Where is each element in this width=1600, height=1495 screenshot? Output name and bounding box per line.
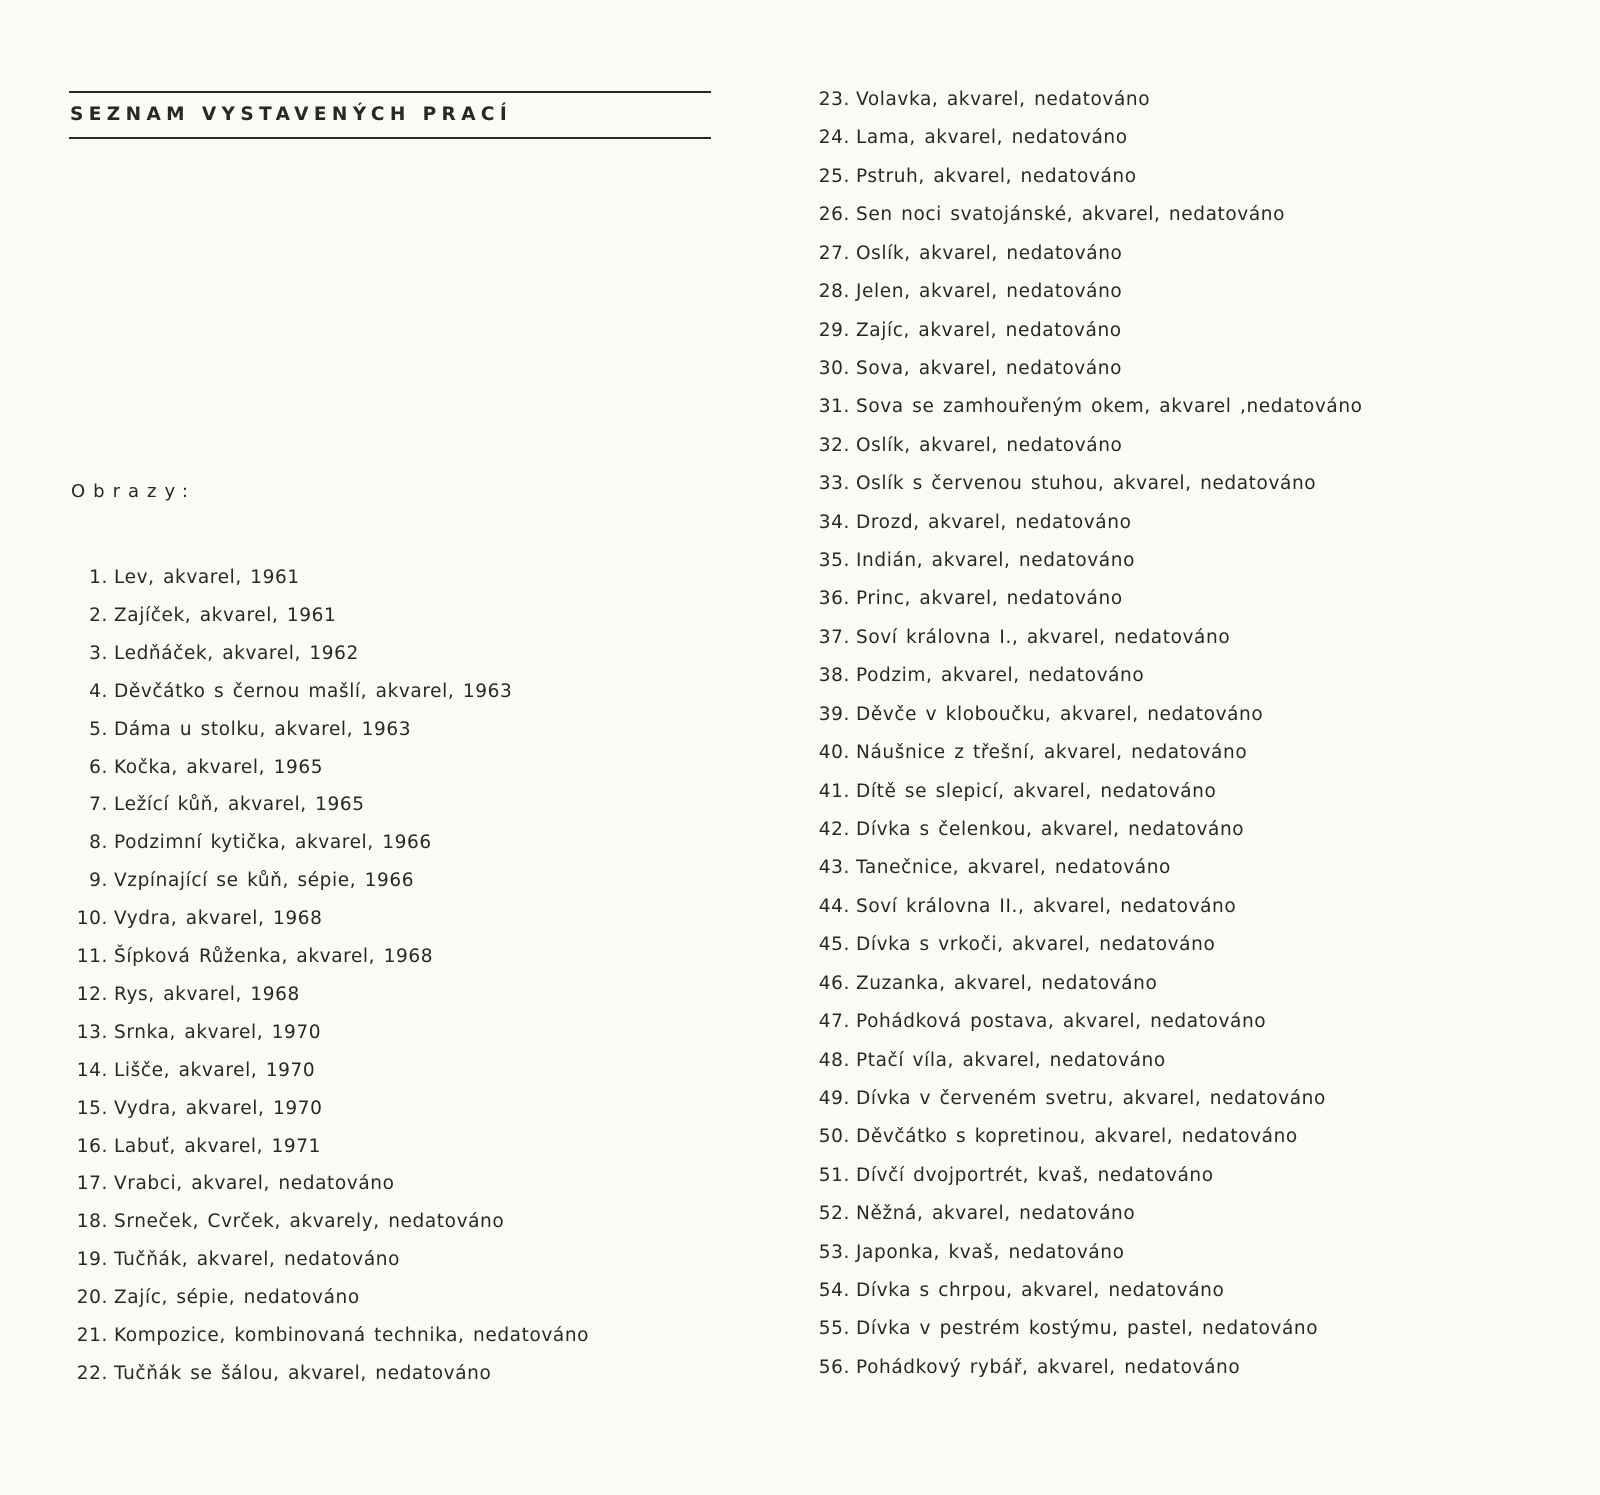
work-description: Princ, akvarel, nedatováno: [856, 588, 1123, 610]
work-number: 18.: [76, 1211, 108, 1233]
work-number: 28.: [818, 281, 850, 303]
work-number: 47.: [818, 1011, 850, 1033]
work-number: 13.: [76, 1021, 108, 1043]
work-description: Oslík, akvarel, nedatováno: [856, 434, 1123, 456]
work-description: Děvčátko s kopretinou, akvarel, nedatováno: [856, 1126, 1298, 1148]
work-description: Lev, akvarel, 1961: [114, 567, 300, 588]
work-number: 20.: [76, 1287, 108, 1309]
work-description: Vzpínající se kůň, sépie, 1966: [114, 870, 415, 892]
work-number: 26.: [818, 204, 850, 226]
work-description: Podzimní kytička, akvarel, 1966: [114, 832, 432, 854]
work-description: Děvče v kloboučku, akvarel, nedatováno: [856, 703, 1264, 725]
work-list-item: [812, 895, 1236, 919]
work-description: Vrabci, akvarel, nedatováno: [114, 1173, 395, 1195]
work-description: Náušnice z třešní, akvarel, nedatováno: [856, 742, 1248, 764]
work-description: Zajíc, sépie, nedatováno: [114, 1287, 360, 1309]
work-number: 9.: [89, 870, 108, 892]
work-list-item: [812, 703, 1263, 727]
work-description: Labuť, akvarel, 1971: [114, 1135, 322, 1157]
work-description: Tučňák se šálou, akvarel, nedatováno: [114, 1362, 492, 1384]
work-list-item: [812, 626, 1230, 650]
work-description: Japonka, kvaš, nedatováno: [856, 1241, 1125, 1263]
work-number: 29.: [818, 319, 850, 341]
work-list-item: [70, 1172, 395, 1196]
work-list-item: [812, 203, 1285, 227]
work-description: Dívka v pestrém kostýmu, pastel, nedatováno: [856, 1318, 1319, 1340]
work-list-item: [812, 780, 1216, 804]
work-number: 36.: [818, 588, 850, 610]
work-number: 53.: [818, 1241, 850, 1263]
work-list-item: [812, 165, 1137, 189]
work-number: 55.: [818, 1318, 850, 1340]
work-list-item: [812, 395, 1363, 419]
work-list-item: [812, 319, 1122, 343]
work-number: 16.: [76, 1135, 108, 1157]
work-number: 38.: [818, 665, 850, 687]
page-title: SEZNAM VYSTAVENÝCH PRACÍ: [70, 104, 513, 125]
title-top-rule: [69, 91, 711, 93]
work-number: 14.: [76, 1059, 108, 1081]
work-description: Podzim, akvarel, nedatováno: [856, 665, 1145, 687]
work-number: 17.: [76, 1173, 108, 1195]
work-description: Tanečnice, akvarel, nedatováno: [856, 857, 1171, 879]
work-list-item: [812, 1087, 1326, 1111]
work-number: 30.: [818, 357, 850, 379]
work-list-item: [70, 1097, 322, 1121]
work-number: 25.: [818, 165, 850, 187]
work-number: 2.: [89, 604, 108, 626]
work-list-item: [812, 1164, 1214, 1188]
work-number: 12.: [76, 983, 108, 1005]
work-list-item: [812, 1317, 1318, 1341]
work-list-item: [70, 718, 411, 742]
work-description: Pstruh, akvarel, nedatováno: [856, 165, 1137, 187]
work-number: 23.: [818, 89, 850, 110]
work-number: 40.: [818, 742, 850, 764]
work-number: 45.: [818, 934, 850, 956]
work-list-item: [812, 1049, 1166, 1073]
work-list-item: [812, 242, 1122, 266]
work-list-item: [70, 1324, 589, 1348]
work-number: 27.: [818, 242, 850, 264]
work-number: 49.: [818, 1087, 850, 1109]
work-description: Ptačí víla, akvarel, nedatováno: [856, 1049, 1166, 1071]
work-list-item: [812, 357, 1122, 381]
work-number: 39.: [818, 703, 850, 725]
work-description: Něžná, akvarel, nedatováno: [856, 1203, 1136, 1225]
work-description: Tučňák, akvarel, nedatováno: [114, 1249, 401, 1271]
work-list-item: [70, 1286, 360, 1310]
work-number: 24.: [818, 127, 850, 149]
work-list-item: [70, 642, 359, 666]
work-list-item: [812, 1241, 1125, 1265]
work-description: Sova se zamhouřeným okem, akvarel ,nedatováno: [856, 396, 1363, 418]
work-description: Oslík, akvarel, nedatováno: [856, 242, 1123, 264]
work-description: Sova, akvarel, nedatováno: [856, 357, 1123, 379]
work-list-item: [812, 1010, 1266, 1034]
work-list-item: [70, 566, 300, 590]
work-number: 43.: [818, 857, 850, 879]
work-description: Pohádkový rybář, akvarel, nedatováno: [856, 1356, 1241, 1378]
work-list-item: [812, 818, 1244, 842]
title-bottom-rule: [69, 137, 711, 139]
work-description: Pohádková postava, akvarel, nedatováno: [856, 1011, 1267, 1033]
work-list-item: [70, 1210, 504, 1234]
work-list-item: [812, 126, 1128, 150]
work-number: 4.: [89, 680, 108, 702]
work-number: 10.: [76, 908, 108, 930]
work-number: 8.: [89, 832, 108, 854]
work-list-item: [812, 88, 1150, 112]
work-number: 33.: [818, 473, 850, 495]
work-number: 32.: [818, 434, 850, 456]
work-list-item: [812, 1125, 1298, 1149]
work-list-item: [70, 1362, 491, 1386]
work-number: 3.: [89, 642, 108, 664]
work-number: 19.: [76, 1249, 108, 1271]
work-number: 6.: [89, 756, 108, 778]
work-number: 51.: [818, 1164, 850, 1186]
work-list-item: [812, 1202, 1135, 1226]
work-description: Kočka, akvarel, 1965: [114, 756, 324, 778]
work-list-item: [70, 1021, 321, 1045]
work-list-item: [70, 907, 322, 931]
work-description: Dáma u stolku, akvarel, 1963: [114, 718, 412, 740]
work-list-item: [70, 945, 433, 969]
work-description: Indián, akvarel, nedatováno: [856, 550, 1135, 572]
work-number: 54.: [818, 1280, 850, 1302]
work-number: 52.: [818, 1203, 850, 1225]
work-number: 21.: [76, 1325, 108, 1346]
work-description: Sen noci svatojánské, akvarel, nedatováno: [856, 204, 1286, 226]
work-number: 31.: [818, 396, 850, 418]
work-number: 50.: [818, 1126, 850, 1148]
work-list-item: [70, 1248, 400, 1272]
work-description: Dívka v červeném svetru, akvarel, nedatováno: [856, 1087, 1326, 1109]
work-description: Lama, akvarel, nedatováno: [856, 127, 1128, 149]
work-number: 1.: [89, 567, 108, 588]
work-description: Zuzanka, akvarel, nedatováno: [856, 972, 1158, 994]
work-number: 35.: [818, 550, 850, 572]
work-list-item: [812, 972, 1157, 996]
work-description: Děvčátko s černou mašlí, akvarel, 1963: [114, 680, 513, 702]
work-description: Dívka s čelenkou, akvarel, nedatováno: [856, 818, 1245, 840]
work-list-item: [812, 933, 1215, 957]
work-description: Rys, akvarel, 1968: [114, 983, 300, 1005]
work-list-item: [812, 856, 1171, 880]
work-list-item: [70, 983, 300, 1007]
work-number: 42.: [818, 818, 850, 840]
work-description: Soví královna I., akvarel, nedatováno: [856, 626, 1231, 648]
work-description: Oslík s červenou stuhou, akvarel, nedatováno: [856, 473, 1317, 495]
work-description: Dívčí dvojportrét, kvaš, nedatováno: [856, 1164, 1214, 1186]
work-description: Šípková Růženka, akvarel, 1968: [114, 946, 434, 967]
work-description: Srneček, Cvrček, akvarely, nedatováno: [114, 1211, 505, 1233]
work-description: Dívka s chrpou, akvarel, nedatováno: [856, 1280, 1225, 1302]
work-description: Ležící kůň, akvarel, 1965: [114, 794, 365, 816]
work-number: 41.: [818, 780, 850, 802]
work-description: Lišče, akvarel, 1970: [114, 1059, 316, 1081]
work-list-item: [812, 587, 1123, 611]
work-list-item: [70, 1059, 315, 1083]
section-heading-paintings: Obrazy:: [71, 481, 196, 502]
work-number: 7.: [89, 794, 108, 816]
work-description: Vydra, akvarel, 1968: [114, 908, 323, 930]
work-list-item: [812, 434, 1122, 458]
work-description: Volavka, akvarel, nedatováno: [856, 89, 1151, 110]
work-list-item: [70, 793, 365, 817]
work-number: 48.: [818, 1049, 850, 1071]
work-number: 46.: [818, 972, 850, 994]
work-description: Vydra, akvarel, 1970: [114, 1097, 323, 1119]
work-list-item: [70, 831, 432, 855]
work-number: 44.: [818, 895, 850, 917]
work-list-item: [812, 280, 1122, 304]
work-list-item: [812, 511, 1131, 535]
work-number: 22.: [76, 1362, 108, 1384]
work-list-item: [812, 472, 1316, 496]
work-description: Jelen, akvarel, nedatováno: [856, 281, 1123, 303]
work-description: Dítě se slepicí, akvarel, nedatováno: [856, 780, 1217, 802]
work-number: 11.: [76, 946, 108, 967]
work-description: Soví královna II., akvarel, nedatováno: [856, 895, 1237, 917]
work-number: 34.: [818, 511, 850, 533]
work-number: 15.: [76, 1097, 108, 1119]
work-list-item: [812, 741, 1247, 765]
work-description: Kompozice, kombinovaná technika, nedatováno: [114, 1325, 590, 1346]
work-number: 37.: [818, 626, 850, 648]
work-list-item: [70, 604, 336, 628]
work-description: Dívka s vrkoči, akvarel, nedatováno: [856, 934, 1216, 956]
work-list-item: [812, 1279, 1224, 1303]
work-list-item: [70, 1135, 321, 1159]
work-list-item: [70, 756, 323, 780]
work-description: Zajíček, akvarel, 1961: [114, 604, 337, 626]
work-description: Zajíc, akvarel, nedatováno: [856, 319, 1122, 341]
work-list-item: [70, 680, 512, 704]
work-list-item: [812, 1356, 1240, 1380]
work-list-item: [812, 549, 1135, 573]
work-description: Ledňáček, akvarel, 1962: [114, 642, 359, 664]
work-list-item: [70, 869, 414, 893]
work-description: Drozd, akvarel, nedatováno: [856, 511, 1132, 533]
work-list-item: [812, 664, 1144, 688]
work-number: 56.: [818, 1356, 850, 1378]
work-description: Srnka, akvarel, 1970: [114, 1021, 322, 1043]
work-number: 5.: [89, 718, 108, 740]
